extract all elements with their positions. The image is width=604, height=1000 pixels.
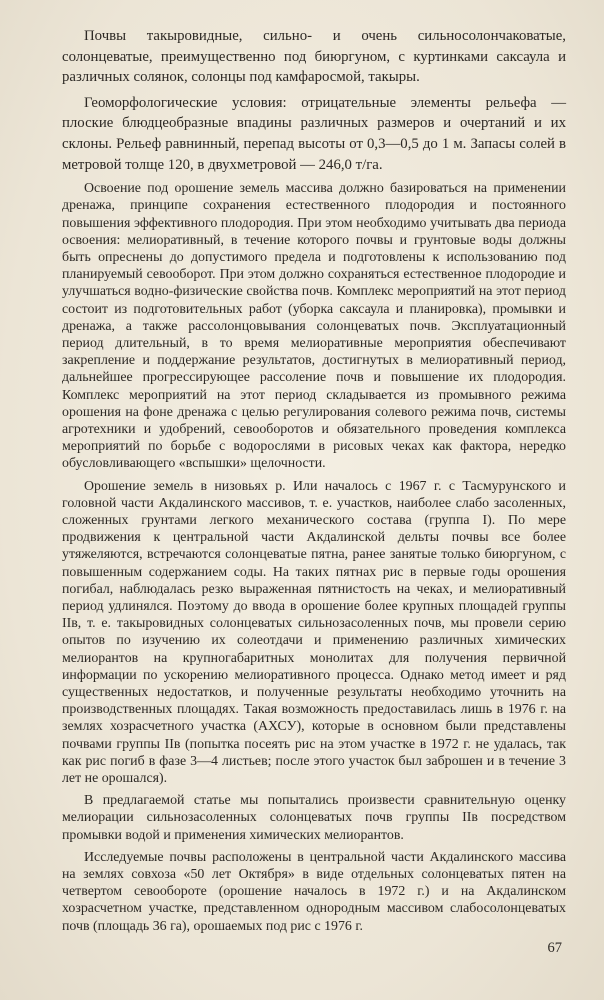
paragraph-soils: Почвы такыровидные, сильно- и очень сильносолончаковатые, солонцеватые, преимущественно под биюргуном, с куртинками саксаула и различных солянок, солонцы под камфаросмой, такыры. — [62, 28, 566, 86]
paragraph-geomorphology: Геоморфологические условия: отрицательные элементы рельефа — плоские блюдцеобразные впадины различных размеров и очертаний и их склоны. Рельеф равнинный, перепад высоты от 0,3—0,5 до 1 м. Запасы солей в метровой толще 120, в двухметровой — 246,0 т/га. — [62, 94, 566, 173]
paragraph-reclamation-periods: Освоение под орошение земель массива должно базироваться на применении дренажа, принципе сохранения естественного плодородия и постоянного повышения эффективного плодородия. При этом необходимо учитывать два периода освоения: мелиоративный, в течение которого почвы и грунтовые воды должны быть опреснены до допустимого предела и подготовлены к использованию под планируемый севооборот. При этом должно сохраняться естественное плодородие и улучшаться водно-физические свойства почв. Комплекс мероприятий на этот период состоит из подготовительных работ (уборка саксаула и планировка), промывки и дренажа, а также рассолонцовывания солонцеватых почв. Эксплуатационный период длительный, в то время мелиоративные мероприятия обеспечивают закрепление и поддержание результатов, достигнутых в мелиоративный период, дальнейшее прогрессирующее рассоление почв и повышение их плодородия. Комплекс мероприятий на этот период складывается из промывного режима орошения на фоне дренажа с целью регулирования солевого режима почв, системы агротехники и удобрений, севооборотов и обязательного проведения комплекса мероприятий по борьбе с водорослями в рисовых чеках как фактора, нередко обусловливающего «вспышки» щелочности. — [62, 181, 566, 472]
paragraph-irrigation-history: Орошение земель в низовьях р. Или началось с 1967 г. с Тасмурунского и головной части Акдалинского массивов, т. е. участков, наиболее слабо засоленных, сложенных грунтами легкого механического состава (группа I). По мере продвижения к центральной части Акдалинской дельты почвы все более утяжеляются, встречаются солонцеватые пятна, ранее занятые только биюргуном, с повышенным содержанием соды. На таких пятнах рис в первые годы орошения погибал, наблюдалась резко выраженная пятнистость на чеках, и мелиоративный период удлинялся. Поэтому до ввода в орошение более крупных площадей группы IIв, т. е. такыровидных солонцеватых сильнозасоленных почв, мы провели серию опытов по изучению их солеотдачи и применению различных химических мелиорантов на крупногабаритных монолитах для получения первичной информации по ускорению мелиоративного процесса. Однако метод имеет и ряд существенных недостатков, и полученные результаты необходимо уточнить на производственных площадях. Такая возможность предоставилась лишь в 1976 г. на землях хозрасчетного участка (АХСУ), которые в основном были представлены почвами группы IIв (попытка посеять рис на этом участке в 1972 г. не удалась, так как рис погиб в фазе 3—4 листьев; после этого участок был заброшен и в течение 3 лет не орошался). — [62, 478, 566, 787]
body-text — [62, 26, 566, 940]
page-number: 67 — [547, 940, 562, 956]
paragraph-study-soils: Исследуемые почвы расположены в центральной части Акдалинского массива на землях совхоза «50 лет Октября» в виде отдельных солонцеватых пятен на четвертом севообороте (орошение началось в 1972 г.) и на Акдалинском хозрасчетном участке, представленном однородным массивом слабосолонцеватых почв (площадь 36 га), орошаемых под рис с 1976 г. — [62, 849, 566, 934]
paragraph-article-aim: В предлагаемой статье мы попытались произвести сравнительную оценку мелиорации сильнозасоленных солонцеватых почв группы IIв посредством промывки водой и применения химических мелиорантов. — [62, 793, 566, 843]
